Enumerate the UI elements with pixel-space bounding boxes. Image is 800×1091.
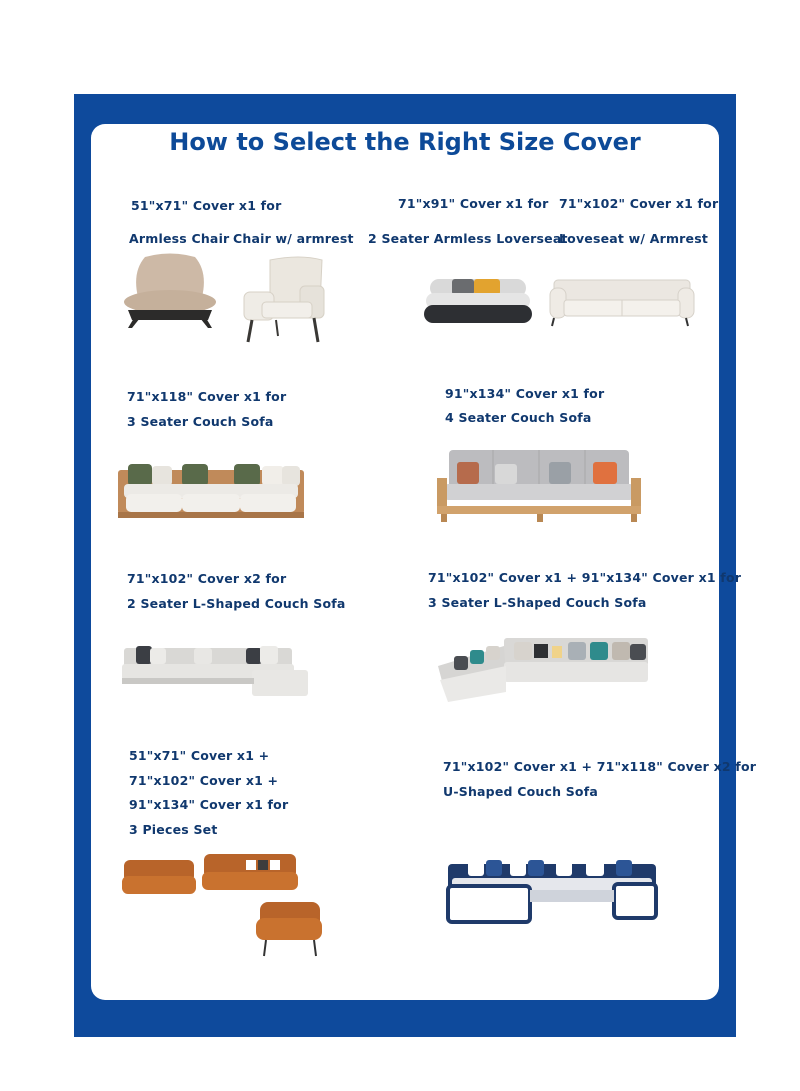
armless-loveseat-label: 2 Seater Armless Loverseat — [368, 231, 568, 246]
chair-cover-label: 51"x71" Cover x1 for — [131, 198, 282, 213]
chair-armrest-label: Chair w/ armrest — [233, 231, 354, 246]
set-cover-line2: 71"x102" Cover x1 + — [129, 773, 279, 788]
loveseat-armrest-label: Loveseat w/ Armrest — [559, 231, 709, 246]
armless-loveseat-cover-label: 71"x91" Cover x1 for — [398, 196, 549, 211]
u-shape-label: U-Shaped Couch Sofa — [443, 784, 598, 799]
l-two-cover-label: 71"x102" Cover x2 for — [127, 571, 287, 586]
armchair-image — [240, 256, 330, 346]
u-shape-cover-label: 71"x102" Cover x1 + 71"x118" Cover x2 for — [443, 759, 757, 774]
armrest-loveseat-image — [548, 278, 696, 330]
page-title: How to Select the Right Size Cover — [169, 128, 641, 156]
three-pieces-set-image — [120, 852, 326, 962]
loveseat-armrest-cover-label: 71"x102" Cover x1 for — [559, 196, 719, 211]
four-seater-label: 4 Seater Couch Sofa — [445, 410, 592, 425]
three-seater-cover-label: 71"x118" Cover x1 for — [127, 389, 287, 404]
l-three-sofa-image — [434, 636, 654, 706]
three-seater-label: 3 Seater Couch Sofa — [127, 414, 274, 429]
l-three-cover-label: 71"x102" Cover x1 + 91"x134" Cover x1 for — [428, 570, 742, 585]
set-cover-line3: 91"x134" Cover x1 for — [129, 797, 289, 812]
set-label: 3 Pieces Set — [129, 822, 218, 837]
three-seater-sofa-image — [116, 460, 306, 522]
l-two-sofa-image — [120, 642, 312, 700]
armless-chair-image — [120, 252, 220, 332]
set-cover-line1: 51"x71" Cover x1 + — [129, 748, 270, 763]
armless-chair-label: Armless Chair — [129, 231, 230, 246]
l-two-label: 2 Seater L-Shaped Couch Sofa — [127, 596, 346, 611]
l-three-label: 3 Seater L-Shaped Couch Sofa — [428, 595, 647, 610]
four-seater-sofa-image — [435, 448, 643, 522]
four-seater-cover-label: 91"x134" Cover x1 for — [445, 386, 605, 401]
armless-loveseat-image — [422, 275, 534, 325]
u-shape-sofa-image — [446, 854, 658, 932]
